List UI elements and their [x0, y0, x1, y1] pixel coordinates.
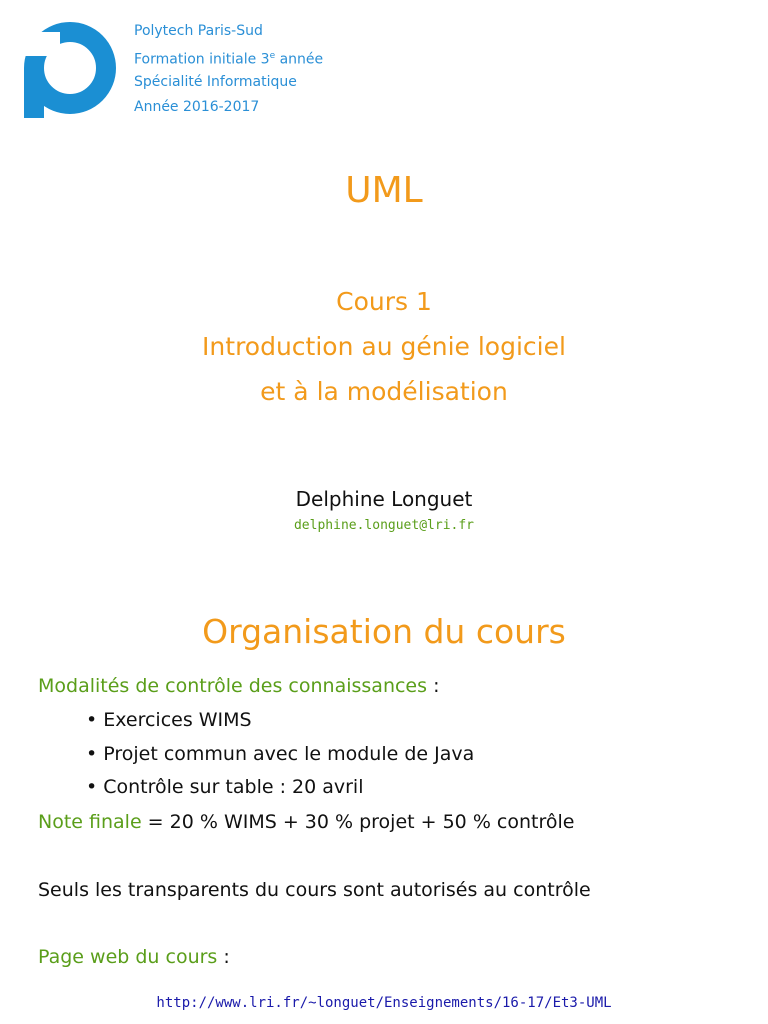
page-web-line: Page web du cours :	[38, 946, 230, 968]
note-finale-line: Note finale = 20 % WIMS + 30 % projet + 50 % contrôle	[38, 811, 575, 833]
polytech-logo-icon	[24, 18, 116, 118]
bullet-item: • Exercices WIMS	[86, 709, 252, 731]
author-name: Delphine Longuet	[295, 487, 473, 511]
header-formation: Formation initiale 3e année	[134, 51, 324, 68]
header-specialite: Spécialité Informatique	[134, 74, 297, 90]
course-title: UML	[345, 170, 423, 211]
course-subtitle-1: Cours 1	[336, 287, 432, 316]
transparents-line: Seuls les transparents du cours sont autorisés au contrôle	[38, 879, 591, 901]
modalites-line: Modalités de contrôle des connaissances :	[38, 675, 440, 697]
header-institution: Polytech Paris-Sud	[134, 23, 263, 39]
slide-title: Organisation du cours	[202, 612, 566, 651]
course-url-link[interactable]: http://www.lri.fr/~longuet/Enseignements/16-17/Et3-UML	[156, 995, 612, 1011]
header-annee: Année 2016-2017	[134, 99, 260, 115]
course-subtitle-3: et à la modélisation	[260, 377, 508, 406]
bullet-item: • Contrôle sur table : 20 avril	[86, 776, 364, 798]
bullet-item: • Projet commun avec le module de Java	[86, 743, 474, 765]
author-email[interactable]: delphine.longuet@lri.fr	[293, 518, 474, 533]
course-subtitle-2: Introduction au génie logiciel	[202, 332, 566, 361]
